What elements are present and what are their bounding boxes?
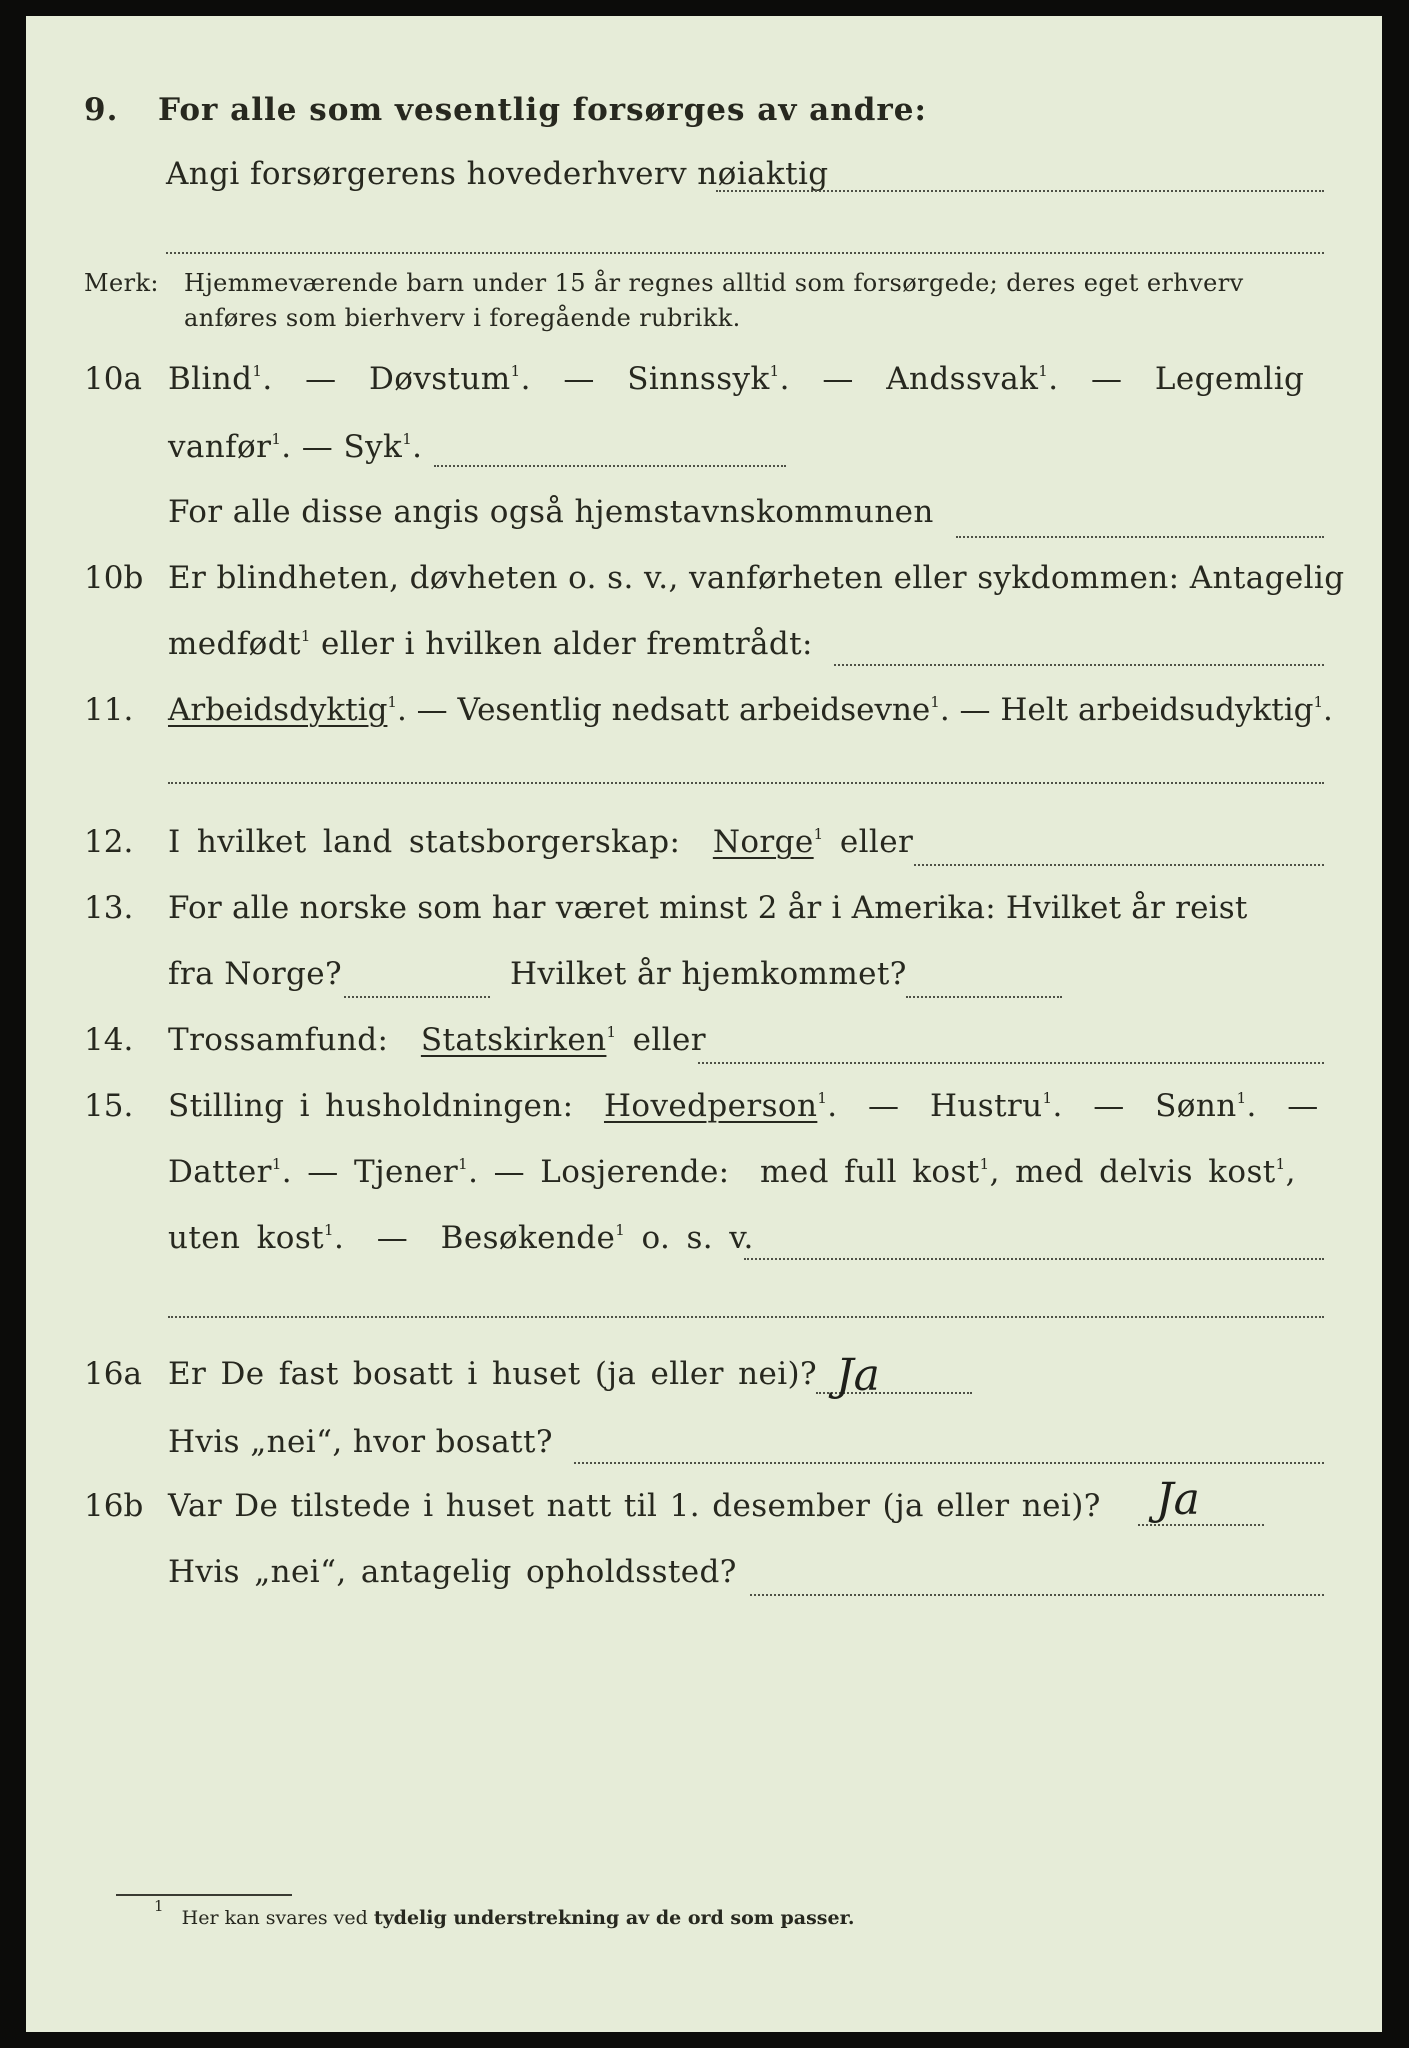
q9-title: For alle som vesentlig forsørges av andre:	[158, 92, 927, 128]
q15-line1: Stilling i husholdningen: Hovedperson$^1$. — Hustru$^1$. — Sønn$^1$. —	[168, 1088, 1319, 1124]
option-tjener[interactable]: Tjener	[353, 1154, 459, 1190]
option-sinnssyk[interactable]: Sinnssyk	[627, 361, 770, 397]
q10b-row-2	[26, 626, 1382, 686]
q12-number: 12.	[84, 824, 134, 860]
option-medfodt[interactable]: medfødt	[168, 626, 301, 662]
option-dovstum[interactable]: Døvstum	[369, 361, 511, 397]
q16b-row	[26, 1474, 1382, 1548]
q16b-number: 16b	[84, 1488, 144, 1524]
footnote-mark: 1	[154, 1897, 164, 1915]
option-besokende[interactable]: Besøkende	[440, 1220, 616, 1256]
q14-number: 14.	[84, 1022, 134, 1058]
q13-year-left-line[interactable]	[344, 996, 490, 998]
q13-line1: For alle norske som har været minst 2 år i Amerika: Hvilket år reist	[168, 890, 1248, 926]
merk-row	[26, 269, 1382, 305]
q9-answer-line[interactable]	[716, 190, 1324, 192]
option-sonn[interactable]: Sønn	[1155, 1088, 1237, 1124]
q15-label: Stilling i husholdningen:	[168, 1088, 574, 1124]
q9-answer-line-2[interactable]	[166, 252, 1324, 254]
q10a-home-municipality-line[interactable]	[956, 536, 1324, 538]
option-uten-kost[interactable]: uten kost	[168, 1220, 325, 1256]
q10a-syk-line[interactable]	[434, 465, 786, 467]
q13-row	[26, 890, 1382, 950]
q11-number: 11.	[84, 692, 134, 728]
q14-other-faith-line[interactable]	[698, 1062, 1324, 1064]
q11-row	[26, 692, 1382, 752]
q10b-line2: medfødt$^1$ eller i hvilken alder fremtrådt:	[168, 626, 813, 662]
q16b-handwritten-answer: Ja	[1156, 1474, 1200, 1525]
q15-row-3	[26, 1220, 1382, 1280]
option-syk[interactable]: Syk	[343, 429, 403, 465]
q13-number: 13.	[84, 890, 134, 926]
q16b-line2: Hvis „nei“, antagelig opholdssted?	[168, 1554, 737, 1590]
q10a-options-2: vanfør$^1$. — Syk$^1$.	[168, 429, 423, 465]
option-hustru[interactable]: Hustru	[929, 1088, 1043, 1124]
merk-line2: anføres som bierhverv i foregående rubrikk.	[184, 304, 741, 332]
census-form-page	[26, 16, 1382, 2032]
option-datter[interactable]: Datter	[168, 1154, 272, 1190]
q16b-line1: Var De tilstede i huset natt til 1. desember (ja eller nei)?	[168, 1488, 1101, 1524]
q14-row	[26, 1022, 1382, 1082]
option-hovedperson[interactable]: Hovedperson	[603, 1088, 818, 1124]
merk-line1: Hjemmeværende barn under 15 år regnes alltid som forsørgede; deres eget erhverv	[184, 269, 1244, 297]
merk-label: Merk:	[84, 269, 159, 297]
q10a-number: 10a	[84, 361, 142, 397]
q10b-line2-rest: eller i hvilken alder fremtrådt:	[321, 626, 813, 662]
q13-reist-label: fra Norge?	[168, 956, 343, 992]
option-nedsatt-arbeidsevne[interactable]: Vesentlig nedsatt arbeidsevne	[457, 692, 931, 728]
q16a-residence-line[interactable]	[574, 1462, 1324, 1464]
q14-text: Trossamfund: Statskirken$^1$ eller	[168, 1022, 706, 1058]
q15-row-2	[26, 1154, 1382, 1214]
option-statskirken[interactable]: Statskirken	[420, 1022, 607, 1058]
footnote-text: Her kan svares ved	[181, 1907, 368, 1929]
q13-row-2	[26, 956, 1382, 1016]
q14-label: Trossamfund:	[168, 1022, 389, 1058]
q15-osv: o. s. v.	[641, 1220, 754, 1256]
option-norge[interactable]: Norge	[712, 824, 814, 860]
footnote-rule	[116, 1894, 292, 1896]
q16a-handwritten-answer: Ja	[836, 1350, 880, 1401]
q13-year-returned-line[interactable]	[906, 996, 1062, 998]
q15-row	[26, 1088, 1382, 1148]
q12-row	[26, 824, 1382, 884]
option-delvis-kost[interactable]: med delvis kost	[1015, 1154, 1276, 1190]
option-vanfor[interactable]: vanfør	[168, 429, 272, 465]
merk-row-2	[26, 304, 1382, 340]
q12-text: I hvilket land statsborgerskap: Norge$^1$ eller	[168, 824, 914, 860]
q10a-options: Blind$^1$. — Døvstum$^1$. — Sinnssyk$^1$. — Andssvak$^1$. — Legemlig	[168, 361, 1305, 397]
q11-options: Arbeidsdyktig$^1$. — Vesentlig nedsatt arbeidsevne$^1$. — Helt arbeidsudyktig$^1$.	[168, 692, 1333, 728]
q9-row	[26, 92, 1382, 152]
q15-extra-line[interactable]	[168, 1316, 1324, 1318]
q16a-number: 16a	[84, 1356, 142, 1392]
option-legemlig[interactable]: Legemlig	[1154, 361, 1305, 397]
option-blind[interactable]: Blind	[168, 361, 253, 397]
q9-number: 9.	[84, 92, 119, 128]
q16a-row	[26, 1350, 1382, 1416]
q15-losjerende-label: Losjerende:	[540, 1154, 730, 1190]
q10b-number: 10b	[84, 560, 144, 596]
q9-provider-occupation-label: Angi forsørgerens hovederhverv nøiaktig	[166, 156, 829, 192]
q15-line3: uten kost$^1$. — Besøkende$^1$ o. s. v.	[168, 1220, 754, 1256]
q15-line2: Datter$^1$. — Tjener$^1$. — Losjerende: med full kost$^1$, med delvis kost$^1$,	[168, 1154, 1296, 1190]
q16b-location-line[interactable]	[750, 1594, 1324, 1596]
q16a-line1: Er De fast bosatt i huset (ja eller nei)?	[168, 1356, 818, 1392]
q10b-age-line[interactable]	[834, 664, 1324, 666]
option-helt-arbeidsudyktig[interactable]: Helt arbeidsudyktig	[1000, 692, 1314, 728]
q9-line	[26, 156, 1382, 216]
q13-hjemkommet-label: Hvilket år hjemkommet?	[510, 956, 907, 992]
q10a-home-municipality-label: For alle disse angis også hjemstavnskommunen	[168, 494, 934, 530]
footnote	[154, 1897, 855, 1929]
q12-label: I hvilket land statsborgerskap:	[168, 824, 681, 860]
q10b-line1: Er blindheten, døvheten o. s. v., vanførheten eller sykdommen: Antagelig	[168, 560, 1345, 596]
q15-number: 15.	[84, 1088, 134, 1124]
q14-eller: eller	[632, 1022, 706, 1058]
q10a-row-3	[26, 494, 1382, 554]
footnote-text-bold: tydelig understrekning av de ord som passer.	[373, 1907, 855, 1929]
q15-other-line[interactable]	[744, 1258, 1324, 1260]
q12-eller: eller	[839, 824, 914, 860]
q16a-line2: Hvis „nei“, hvor bosatt?	[168, 1424, 553, 1460]
q11-extra-line[interactable]	[168, 782, 1324, 784]
q10a-row	[26, 361, 1382, 421]
q16b-row-2	[26, 1554, 1382, 1614]
q12-other-country-line[interactable]	[914, 864, 1324, 866]
option-full-kost[interactable]: med full kost	[760, 1154, 980, 1190]
q10a-row-2	[26, 429, 1382, 489]
option-arbeidsdyktig[interactable]: Arbeidsdyktig	[168, 692, 388, 728]
option-andssvak[interactable]: Andssvak	[886, 361, 1039, 397]
q10b-row	[26, 560, 1382, 620]
